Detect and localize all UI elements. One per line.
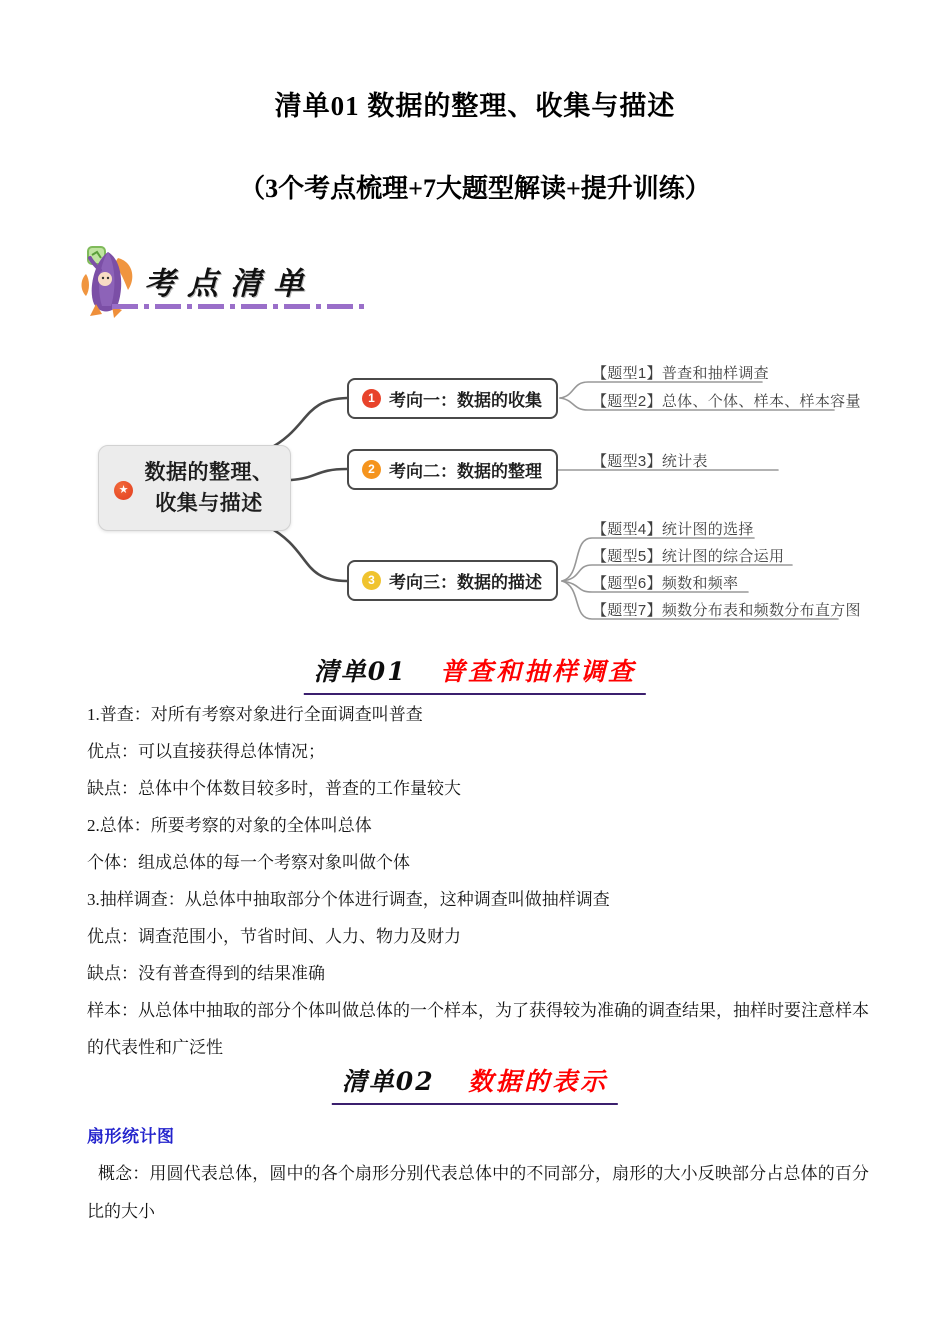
root-label-line1: 数据的整理、 [144,461,274,484]
branch-3-label: 考向三：数据的描述 [389,573,542,592]
branch-1-number-badge: 1 [362,389,381,408]
section2-heading-title: 数据的表示 [468,1067,609,1096]
body-line: 缺点：总体中个体数目较多时，普查的工作量较大 [87,779,461,798]
branch-2-label: 考向二：数据的整理 [389,462,542,481]
banner [78,244,378,324]
section2-heading [332,1062,618,1105]
body-line: 样本：从总体中抽取的部分个体叫做总体的一个样本，为了获得较为准确的调查结果，抽样时要注意样本的代表性和广泛性 [87,1001,869,1057]
body-line: 3.抽样调查：从总体中抽取部分个体进行调查，这种调查叫做抽样调查 [87,890,610,909]
section1-heading-prefix: 清单01 [313,657,407,686]
leaf-topic-5: 【题型5】统计图的综合运用 [592,548,785,565]
body-line: 1.普查：对所有考察对象进行全面调查叫普查 [87,705,423,724]
leaf-topic-4: 【题型4】统计图的选择 [592,521,754,538]
page-subtitle: （3个考点梳理+7大题型解读+提升训练） [239,174,711,203]
body-line: 个体：组成总体的每一个考察对象叫做个体 [87,853,410,872]
pie-chart-concept [87,1155,869,1231]
mindmap-branch-3 [347,560,558,601]
branch-2-number-badge: 2 [362,460,381,479]
mindmap-root-label [133,457,285,519]
section2-heading-prefix: 清单02 [341,1067,435,1096]
body-line: 2.总体：所要考察的对象的全体叫总体 [87,816,372,835]
star-badge-icon: ★ [114,481,133,500]
root-label-line2: 收集与描述 [155,492,263,515]
mindmap-branch-1 [347,378,558,419]
banner-underline [112,304,368,309]
section1-heading-title: 普查和抽样调查 [440,657,637,686]
banner-label: 考点清单 [144,266,316,302]
leaf-topic-3: 【题型3】统计表 [592,453,708,470]
body-line: 缺点：没有普查得到的结果准确 [87,964,325,983]
pie-chart-subheading: 扇形统计图 [87,1127,175,1146]
mindmap-root-node [98,445,291,531]
body-line: 优点：可以直接获得总体情况； [87,742,325,761]
leaf-topic-1: 【题型1】普查和抽样调查 [592,365,769,382]
mindmap [0,350,950,650]
body-line: 优点：调查范围小，节省时间、人力、物力及财力 [87,927,461,946]
branch-3-number-badge: 3 [362,571,381,590]
concept-text: 概念：用圆代表总体，圆中的各个扇形分别代表总体中的不同部分，扇形的大小反映部分占总体的百分比的大小 [87,1164,869,1221]
mindmap-branch-2 [347,449,558,490]
section1-heading [304,652,646,695]
wizard-mascot-icon [78,246,144,322]
leaf-topic-7: 【题型7】频数分布表和频数分布直方图 [592,602,861,619]
page-title: 清单01 数据的整理、收集与描述 [274,91,676,121]
branch-1-label: 考向一：数据的收集 [389,391,542,410]
leaf-topic-2: 【题型2】总体、个体、样本、样本容量 [592,393,861,410]
section1-body [87,696,869,1066]
leaf-topic-6: 【题型6】频数和频率 [592,575,739,592]
